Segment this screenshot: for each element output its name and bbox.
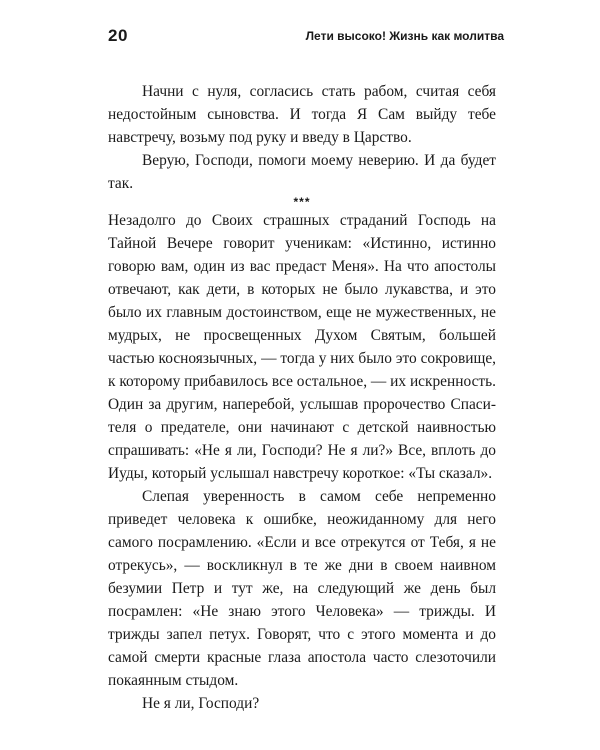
paragraph-3: Незадолго до Своих страшных страданий Господь на Тайной Вечере говорит ученикам: «Истинно, истинно говорю вам, один из вас предаст Меня». На что апостолы отвечают, как дети, в которых не было лукавства, и это было их главным достоинством, еще не мужественных, не мудрых, не просвещенных Духом Святым, большей частью косноязычных, — тогда у них было это сокровище, к которому прибавилось все остальное, — их искренность. Один за другим, наперебой, услышав пророчество Спасителя о предателе, они начинают с детской наивностью спрашивать: «Не я ли, Господи? Не я ли?» Все, вплоть до Иуды, который услышал навстречу короткое: «Ты сказал». bbox=[108, 212, 496, 482]
running-title: Лети высоко! Жизнь как молитва bbox=[305, 29, 504, 43]
paragraph-1: Начни с нуля, согласись стать рабом, считая себя недостойным сыновства. И тогда Я Сам выйду тебе навстречу, возьму под руку и введу в Царство. bbox=[108, 83, 496, 146]
page-header bbox=[108, 24, 504, 48]
section-separator: *** bbox=[293, 195, 311, 209]
page-number: 20 bbox=[108, 26, 128, 45]
paragraph-2: Верую, Господи, помоги моему неверию. И да будет так. bbox=[108, 152, 496, 192]
body-text bbox=[108, 80, 496, 715]
paragraph-5: Не я ли, Господи? bbox=[142, 695, 260, 712]
paragraph-4: Слепая уверенность в самом себе непременно приведет человека к ошибке, неожиданному для него самого посрамлению. «Если и все отрекутся от Тебя, я не отрекусь», — воскликнул в те же дни в своем наивном безумии Петр и тут же, на следующий же день был посрамлен: «Не знаю этого Человека» — трижды. И трижды запел петух. Говорят, что с этого момента и до самой смерти красные глаза апостола часто слезоточили покаянным стыдом. bbox=[108, 488, 496, 689]
